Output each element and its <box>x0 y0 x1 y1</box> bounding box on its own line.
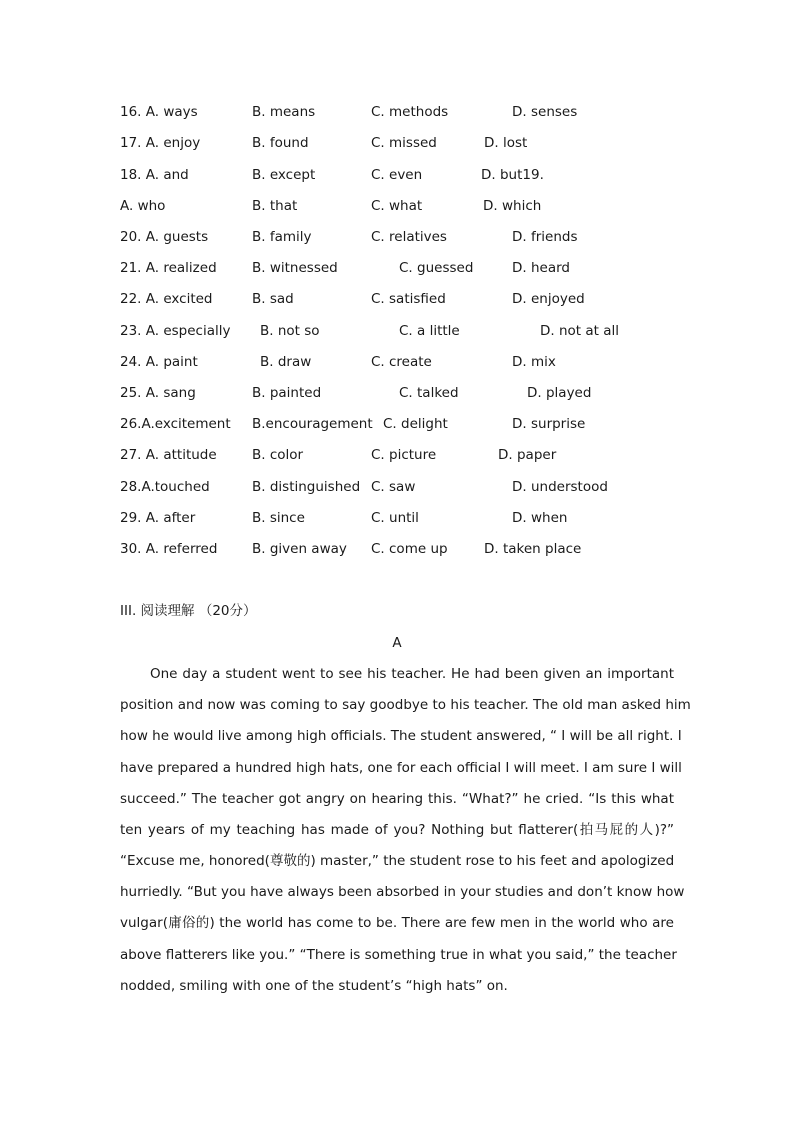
passage-letter: A <box>392 635 402 651</box>
option-a: 18. A. and <box>120 167 189 183</box>
option-c: C. create <box>371 354 432 370</box>
passage-line: above flatterers like you.” “There is something true in what you said,” the teacher <box>120 947 677 963</box>
passage-line: position and now was coming to say goodbye to his teacher. The old man asked him <box>120 697 691 713</box>
option-d: D. friends <box>512 229 578 245</box>
option-a: A. who <box>120 198 166 214</box>
option-b: B. except <box>252 167 316 183</box>
option-a: 26.A.excitement <box>120 416 231 432</box>
passage-line: have prepared a hundred high hats, one for each official I will meet. I am sure I will <box>120 760 682 776</box>
option-b: B. means <box>252 104 316 120</box>
passage-line: One day a student went to see his teacher. He had been given an important <box>150 666 674 682</box>
option-b: B. that <box>252 198 298 214</box>
option-c: C. saw <box>371 479 416 495</box>
option-row <box>0 382 794 404</box>
option-c: C. until <box>371 510 419 526</box>
option-c: C. delight <box>383 416 448 432</box>
option-b: B. witnessed <box>252 260 338 276</box>
option-b: B. found <box>252 135 309 151</box>
option-row <box>0 288 794 310</box>
option-c: C. what <box>371 198 423 214</box>
option-row <box>0 101 794 123</box>
option-c: C. relatives <box>371 229 447 245</box>
option-b: B. given away <box>252 541 347 557</box>
option-c: C. missed <box>371 135 437 151</box>
option-a: 29. A. after <box>120 510 196 526</box>
option-a: 30. A. referred <box>120 541 218 557</box>
option-row <box>0 257 794 279</box>
option-a: 23. A. especially <box>120 323 231 339</box>
option-d: D. senses <box>512 104 578 120</box>
option-c: C. picture <box>371 447 437 463</box>
option-row <box>0 226 794 248</box>
option-a: 24. A. paint <box>120 354 198 370</box>
option-row <box>0 164 794 186</box>
option-d: D. heard <box>512 260 570 276</box>
option-a: 28.A.touched <box>120 479 210 495</box>
option-b: B. draw <box>260 354 312 370</box>
option-d: D. when <box>512 510 568 526</box>
option-d: D. not at all <box>540 323 620 339</box>
option-a: 20. A. guests <box>120 229 209 245</box>
section-title: III. 阅读理解 （20分） <box>120 603 257 619</box>
option-a: 27. A. attitude <box>120 447 217 463</box>
passage-line: nodded, smiling with one of the student’s “high hats” on. <box>120 978 508 994</box>
option-a: 21. A. realized <box>120 260 217 276</box>
option-row <box>0 195 794 217</box>
option-c: C. talked <box>399 385 459 401</box>
passage-line: vulgar(庸俗的) the world has come to be. There are few men in the world who are <box>120 915 674 931</box>
passage-line: hurriedly. “But you have always been absorbed in your studies and don’t know how <box>120 884 685 900</box>
option-row <box>0 444 794 466</box>
option-d: D. enjoyed <box>512 291 585 307</box>
option-b: B. family <box>252 229 312 245</box>
passage-line: ten years of my teaching has made of you? Nothing but flatterer(拍马屁的人)?” <box>120 822 674 838</box>
option-d: D. surprise <box>512 416 586 432</box>
option-d: D. but19. <box>481 167 544 183</box>
option-b: B. since <box>252 510 305 526</box>
option-c: C. guessed <box>399 260 474 276</box>
option-c: C. even <box>371 167 423 183</box>
option-row <box>0 132 794 154</box>
option-a: 22. A. excited <box>120 291 213 307</box>
option-d: D. understood <box>512 479 608 495</box>
option-b: B. not so <box>260 323 320 339</box>
option-row <box>0 320 794 342</box>
option-d: D. which <box>483 198 542 214</box>
option-c: C. satisfied <box>371 291 446 307</box>
option-d: D. taken place <box>484 541 582 557</box>
passage-line: succeed.” The teacher got angry on hearing this. “What?” he cried. “Is this what <box>120 791 674 807</box>
option-d: D. played <box>527 385 592 401</box>
option-row <box>0 413 794 435</box>
option-c: C. methods <box>371 104 449 120</box>
option-c: C. come up <box>371 541 448 557</box>
option-b: B. painted <box>252 385 322 401</box>
option-row <box>0 507 794 529</box>
option-b: B. color <box>252 447 304 463</box>
option-c: C. a little <box>399 323 460 339</box>
option-row <box>0 538 794 560</box>
option-b: B. sad <box>252 291 294 307</box>
option-row <box>0 351 794 373</box>
passage-line: how he would live among high officials. The student answered, “ I will be all right. I <box>120 728 682 744</box>
option-a: 16. A. ways <box>120 104 198 120</box>
option-b: B. distinguished <box>252 479 361 495</box>
option-a: 17. A. enjoy <box>120 135 201 151</box>
option-row <box>0 476 794 498</box>
option-d: D. lost <box>484 135 528 151</box>
option-a: 25. A. sang <box>120 385 196 401</box>
option-b: B.encouragement <box>252 416 373 432</box>
passage-line: “Excuse me, honored(尊敬的) master,” the student rose to his feet and apologized <box>120 853 675 869</box>
option-d: D. paper <box>498 447 557 463</box>
option-d: D. mix <box>512 354 556 370</box>
